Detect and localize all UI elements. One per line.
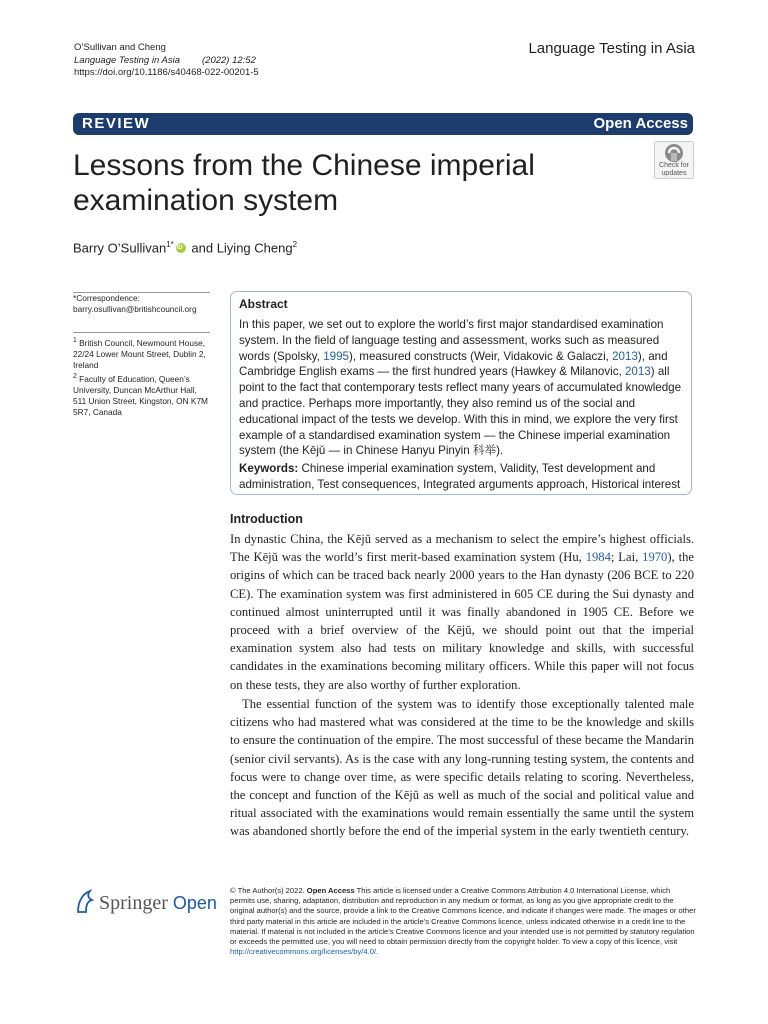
author-conjunction: and xyxy=(187,240,217,256)
correspondence xyxy=(73,293,210,315)
citation-link[interactable]: 1970 xyxy=(642,550,668,565)
orcid-icon[interactable] xyxy=(176,243,186,253)
abstract-text xyxy=(239,317,684,459)
publisher-open: Open xyxy=(172,893,217,913)
journal-name: Language Testing in Asia xyxy=(528,40,695,57)
affiliations xyxy=(73,335,210,418)
abstract-heading: Abstract xyxy=(239,297,288,311)
journal-citation xyxy=(74,55,259,68)
license-span: © The Author(s) 2022. xyxy=(230,886,307,895)
keywords-list: Chinese imperial examination system, Validity, Test development and administration, Test consequences, Integrated arguments approach, Historical interest xyxy=(239,462,681,491)
publisher-logo xyxy=(74,888,217,915)
citation-link[interactable]: 1984 xyxy=(585,550,611,565)
author-list xyxy=(73,240,297,255)
journal-italic: Language Testing in Asia xyxy=(74,54,180,66)
paragraph-span: In dynastic China, the Kējǔ served as a mechanism to select the empire’s highest officials. The Kējǔ was the world’s first merit-based examination system (Hu, xyxy=(230,532,694,565)
section-heading: Introduction xyxy=(230,512,303,526)
abstract-span: ), measured constructs (Weir, Vidakovic & Galaczi, xyxy=(348,349,613,363)
affiliation-item xyxy=(73,371,210,418)
abstract-span: ) all point to the fact that contemporary tests reflect many years of accumulated knowledge and practice. Perhaps more importantly, they also remind us of the social and educational impact of the tests we develop. With this in mind, we explore the very first example of a standardised examination system — the Chinese imperial examination system (the Kējǔ — in Chinese Hanyu Pinyin 科举). xyxy=(239,365,682,458)
affiliation-text: British Council, Newmount House, 22/24 Lower Mount Street, Dublin 2, Ireland xyxy=(73,337,206,370)
license-link[interactable]: http://creativecommons.org/licenses/by/4.0/ xyxy=(230,947,377,957)
keywords-label: Keywords: xyxy=(239,462,299,475)
paragraph xyxy=(230,530,694,694)
springer-horse-icon xyxy=(74,888,96,914)
correspondence-email[interactable]: barry.osullivan@britishcouncil.org xyxy=(73,304,197,314)
citation-link[interactable]: 2013 xyxy=(612,349,638,363)
affiliation-number: 1 xyxy=(73,337,77,344)
affiliation-number: 2 xyxy=(73,372,77,380)
open-access-label: Open Access xyxy=(593,115,688,132)
author-affiliation-sup: 2 xyxy=(292,240,298,249)
license-span: This article is licensed under a Creative Commons Attribution 4.0 International License, which permits use, sharing, adaptation, distribution and reproduction in any medium or format, as long as you give appropriate credit to the original author(s) and the source, provide a link to the Creative Commons licence, and indicate if changes were made. The images or other third party material in this article are included in the article’s Creative Commons licence, unless indicated otherwise in a credit line to the material. If material is not included in the article’s Creative Commons licence and your intended use is not permitted by statutory regulation or exceeds the permitted use, you will need to obtain permission directly from the copyright holder. To view a copy of this licence, visit xyxy=(230,886,696,947)
citation-link[interactable]: 1995 xyxy=(323,349,349,363)
author-name[interactable]: Liying Cheng xyxy=(216,240,293,256)
paragraph-span: ), the origins of which can be traced back nearly 2000 years to the Han dynasty (206 BCE to 220 CE). The examination system was first administered in 605 CE during the Sui dynasty and continued almost uninterrupted until it was finally abandoned in 1905 CE. Before we proceed with a brief overview of the Kējǔ, we should point out that the imperial examination system also had tests on military knowledge and skills, with successful candidates in the examinations becoming military officers. While this paper will not focus on these tests, they are also worthy of further exploration. xyxy=(230,550,694,692)
paragraph: The essential function of the system was to identify those exceptionally talented male citizens who had mastered what was considered at the time to be the knowledge and skills to ensure the continuation of the empire. The most successful of these became the Mandarin (senior civil servants). As is the case with any long-running testing system, the contents and focus were to change over time, as were specific details relating to scoring. Nevertheless, the concept and function of the Kējǔ as well as much of the social and political value and ritual associated with the examinations would remain essentially the same until the system was abandoned shortly before the end of the imperial system in the early twentieth century. xyxy=(230,697,694,839)
abstract-box xyxy=(230,291,692,495)
article-meta xyxy=(74,42,259,80)
divider xyxy=(73,332,210,333)
article-type: REVIEW xyxy=(82,115,151,132)
correspondence-label: *Correspondence: xyxy=(73,293,140,303)
affiliation-text: Faculty of Education, Queen’s University, Duncan McArthur Hall, 511 Union Street, Kingston, ON K7M 5R7, Canada xyxy=(73,373,208,417)
check-for-updates-line1: Check for xyxy=(659,162,689,169)
abstract-span: ), and Cambridge English exams — the first hundred years (Hawkey & Milanovic, xyxy=(239,349,668,379)
article-type-banner xyxy=(73,113,693,135)
volume: (2022) 12:52 xyxy=(202,54,256,66)
author-name[interactable]: Barry O’Sullivan xyxy=(73,240,167,256)
authors-short: O’Sullivan and Cheng xyxy=(74,42,166,53)
doi-link[interactable]: https://doi.org/10.1186/s40468-022-00201-5 xyxy=(74,67,259,78)
check-for-updates-label xyxy=(654,162,694,178)
license-open-access: Open Access xyxy=(306,886,355,895)
article-title: Lessons from the Chinese imperial examination system xyxy=(73,149,535,217)
citation-link[interactable]: 2013 xyxy=(624,365,651,379)
license-statement xyxy=(230,886,696,957)
author-affiliation-sup: 1* xyxy=(166,240,174,249)
publisher-name: Springer xyxy=(99,892,168,914)
paragraph-span: ; Lai, xyxy=(610,550,643,565)
license-span: . xyxy=(376,947,379,957)
keywords xyxy=(239,461,684,493)
affiliation-item xyxy=(73,335,210,371)
check-for-updates-line2: updates xyxy=(661,170,687,177)
abstract-span: In this paper, we set out to explore the world’s first major standardised examination system. In the field of language testing and assessment, works such as measured words (Spolsky, xyxy=(239,318,664,363)
